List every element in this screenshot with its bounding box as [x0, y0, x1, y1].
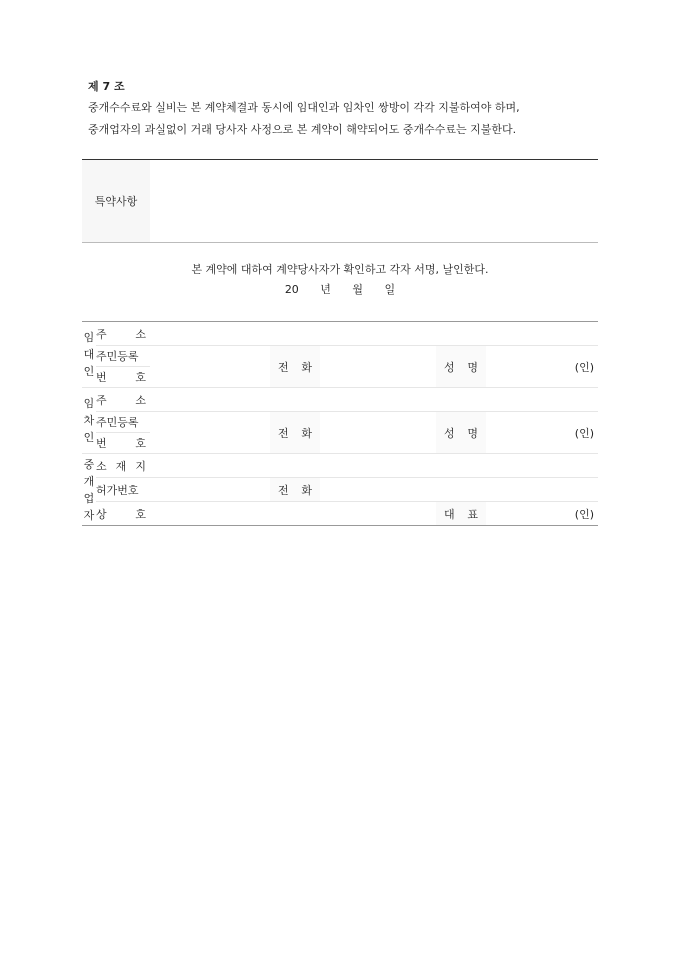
lessor-phone-label: 전 화 [270, 346, 320, 388]
lessor-seal: (인) [574, 360, 594, 374]
parties-table [82, 321, 598, 526]
lessee-address-label: 주 소 [96, 393, 146, 407]
article-line-2: 중개업자의 과실없이 거래 당사자 사정으로 본 계약이 해약되어도 중개수수료는 지불한다. [88, 123, 517, 136]
broker-office-row [82, 454, 598, 478]
lessee-resident-field[interactable] [150, 412, 270, 454]
lessee-resident-label: 주민등록 [96, 416, 139, 429]
article-body [88, 97, 600, 141]
lessee-label: 임 차 인 [83, 397, 95, 444]
special-terms-box [82, 159, 598, 243]
broker-phone-label: 전 화 [270, 478, 320, 502]
lessor-resident-field[interactable] [150, 346, 270, 388]
broker-representative-label: 대 표 [436, 502, 486, 526]
lessor-phone-field[interactable] [320, 346, 436, 388]
lessor-address-field[interactable] [150, 322, 598, 346]
special-terms-label: 특약사항 [82, 160, 150, 242]
broker-license-field[interactable] [150, 478, 270, 502]
lessee-seal: (인) [574, 426, 594, 440]
lessor-name-label: 성 명 [436, 346, 486, 388]
lessor-resident-label-2: 번 호 [96, 371, 146, 384]
broker-office-field[interactable] [150, 454, 598, 478]
lessor-resident-row [82, 346, 598, 367]
lessee-resident-row [82, 412, 598, 433]
lessee-name-label: 성 명 [436, 412, 486, 454]
lessor-resident-label: 주민등록 [96, 350, 139, 363]
lessor-label: 임 대 인 [83, 331, 95, 378]
broker-business-field[interactable] [150, 502, 436, 526]
lessee-phone-label: 전 화 [270, 412, 320, 454]
article-line-1: 중개수수료와 실비는 본 계약체결과 동시에 임대인과 임차인 쌍방이 각각 지불하여야 하며, [88, 101, 520, 114]
lessee-phone-field[interactable] [320, 412, 436, 454]
lessor-name-field[interactable] [486, 346, 562, 388]
contract-date: 20 년 월 일 [284, 283, 396, 296]
broker-label: 중 개 업 자 [83, 457, 95, 522]
broker-business-row [82, 502, 598, 526]
lessee-name-field[interactable] [486, 412, 562, 454]
article-7 [88, 78, 600, 141]
lessee-address-field[interactable] [150, 388, 598, 412]
lessee-address-row [82, 388, 598, 412]
broker-business-label: 상 호 [96, 507, 146, 521]
broker-license-label: 허가번호 [96, 483, 139, 497]
broker-office-label: 소 재 지 [96, 459, 146, 473]
broker-license-row [82, 478, 598, 502]
lessor-address-label: 주 소 [96, 327, 146, 341]
broker-phone-field[interactable] [320, 478, 598, 502]
confirmation-block [82, 260, 598, 300]
article-heading: 제 7 조 [88, 80, 125, 93]
lessee-resident-label-2: 번 호 [96, 437, 146, 450]
broker-representative-field[interactable] [486, 502, 562, 526]
lessor-address-row [82, 322, 598, 346]
broker-seal: (인) [574, 507, 594, 521]
confirmation-statement: 본 계약에 대하여 계약당사자가 확인하고 각자 서명, 날인한다. [191, 263, 489, 276]
